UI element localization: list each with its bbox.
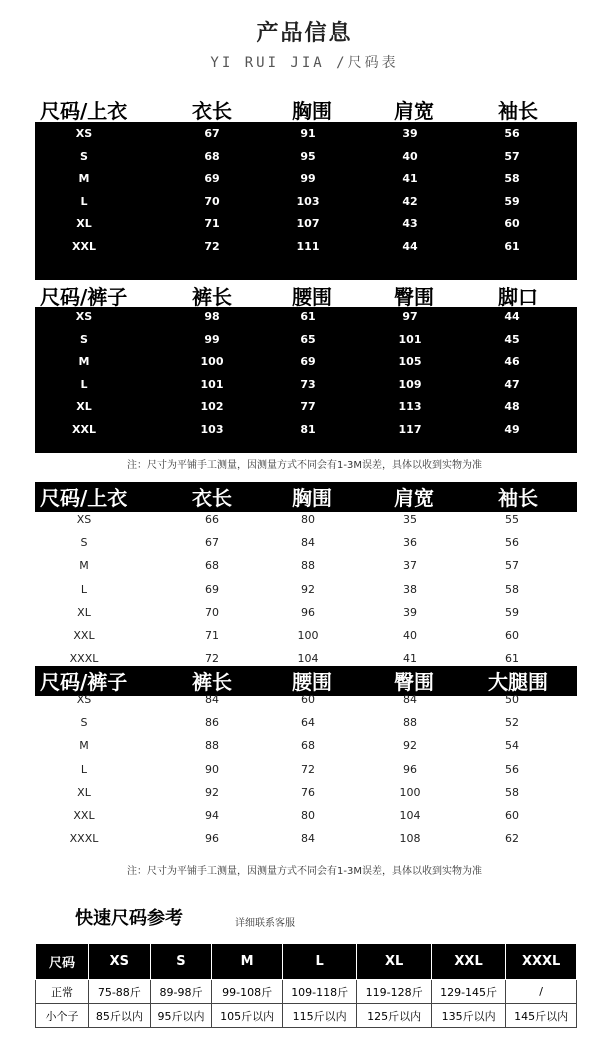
table-cell: 109 — [398, 377, 422, 391]
table-cell: 56 — [505, 536, 519, 550]
table-cell: 81 — [300, 423, 316, 436]
table-column-header: 腰围 — [292, 669, 332, 694]
table-cell: 96 — [301, 605, 315, 619]
table-cell: 60 — [505, 629, 519, 642]
table-cell: 68 — [205, 559, 219, 573]
table-column-header: 衣长 — [192, 98, 232, 123]
table-column-header: 肩宽 — [394, 485, 434, 510]
table-cell: 99 — [204, 332, 220, 346]
quick-cell: 85斤以内 — [89, 1004, 151, 1028]
table-cell: 48 — [504, 400, 520, 414]
table-cell: 56 — [505, 762, 519, 776]
table-cell: 59 — [504, 194, 520, 208]
table-cell: 60 — [301, 693, 315, 706]
size-label: L — [80, 762, 88, 776]
table-column-header: 胸围 — [292, 98, 332, 123]
table-cell: 38 — [403, 582, 417, 596]
table-cell: 68 — [301, 739, 315, 753]
table-cell: 102 — [200, 400, 224, 414]
size-label: XXL — [72, 240, 96, 253]
table-column-header: 裤长 — [192, 284, 232, 309]
table-cell: 43 — [402, 217, 418, 231]
table-column-header: 衣长 — [192, 485, 232, 510]
table-cell: 111 — [296, 240, 320, 253]
table-cell: 100 — [297, 629, 319, 642]
quick-cell: 129-145斤 — [431, 980, 505, 1004]
quick-cell: 119-128斤 — [357, 980, 431, 1004]
table-cell: 62 — [505, 832, 519, 846]
quick-cell: 145斤以内 — [506, 1004, 577, 1028]
quick-header-cell: S — [150, 944, 212, 980]
table-cell: 80 — [301, 809, 315, 822]
table-cell: 59 — [505, 605, 519, 619]
table-cell: 58 — [505, 785, 519, 799]
quick-cell: 109-118斤 — [282, 980, 356, 1004]
table-column-header: 尺码/裤子 — [40, 669, 128, 694]
table-column-header: 臀围 — [394, 669, 434, 694]
table-cell: 104 — [297, 652, 319, 666]
table-cell: 72 — [205, 652, 219, 666]
quick-header-cell: 尺码 — [36, 944, 89, 980]
size-label: XL — [77, 785, 91, 799]
table-cell: 77 — [300, 400, 316, 414]
table-column-header: 尺码/上衣 — [40, 485, 128, 510]
table-cell: 58 — [504, 172, 520, 186]
table-cell: 100 — [200, 355, 224, 369]
table-cell: 84 — [403, 693, 417, 706]
table-column-header: 大腿围 — [488, 669, 548, 694]
table-cell: 96 — [403, 762, 417, 776]
table-cell: 44 — [402, 240, 418, 253]
quick-cell: 小个子 — [36, 1004, 89, 1028]
table-cell: 64 — [301, 716, 315, 730]
table-cell: 69 — [204, 172, 220, 186]
table-cell: 60 — [504, 217, 520, 231]
table-cell: 36 — [403, 536, 417, 550]
size-label: S — [80, 536, 88, 550]
table-cell: 117 — [398, 423, 422, 436]
table-cell: 88 — [301, 559, 315, 573]
table-cell: 71 — [204, 217, 220, 231]
quick-header-cell: XS — [89, 944, 151, 980]
size-label: S — [80, 149, 88, 163]
quick-header-cell: XXL — [431, 944, 505, 980]
size-label: L — [80, 194, 88, 208]
table-cell: 67 — [205, 536, 219, 550]
table-cell: 103 — [296, 194, 320, 208]
table-cell: 84 — [301, 536, 315, 550]
quick-size-title: 快速尺码参考 — [75, 908, 183, 929]
table-column-header: 臀围 — [394, 284, 434, 309]
table-cell: 39 — [402, 127, 418, 140]
table-column-header: 袖长 — [498, 98, 538, 123]
size-label: XL — [76, 217, 92, 231]
table-cell: 56 — [504, 127, 520, 140]
quick-header-cell: M — [212, 944, 283, 980]
table-cell: 35 — [403, 513, 417, 526]
table-cell: 65 — [300, 332, 316, 346]
size-label: XS — [75, 310, 93, 323]
table-cell: 96 — [205, 832, 219, 846]
table-cell: 72 — [204, 240, 220, 253]
table-cell: 100 — [399, 785, 421, 799]
table-cell: 49 — [504, 423, 520, 436]
table-cell: 39 — [403, 605, 417, 619]
table-cell: 69 — [300, 355, 316, 369]
table-cell: 57 — [504, 149, 520, 163]
table-cell: 84 — [205, 693, 219, 706]
size-label: L — [80, 582, 88, 596]
table-cell: 90 — [205, 762, 219, 776]
table-cell: 50 — [505, 693, 519, 706]
table-cell: 70 — [205, 605, 219, 619]
table-cell: 108 — [399, 832, 421, 846]
table-cell: 98 — [204, 310, 220, 323]
table-column-header: 袖长 — [498, 485, 538, 510]
size-label: XXL — [73, 809, 95, 822]
table-cell: 95 — [300, 149, 316, 163]
table-cell: 70 — [204, 194, 220, 208]
table-cell: 52 — [505, 716, 519, 730]
quick-header-cell: XL — [357, 944, 431, 980]
quick-cell: 135斤以内 — [431, 1004, 505, 1028]
table-cell: 91 — [300, 127, 316, 140]
table-cell: 88 — [205, 739, 219, 753]
quick-size-table — [35, 943, 577, 1028]
size-label: S — [80, 716, 88, 730]
table-cell: 68 — [204, 149, 220, 163]
quick-row-petite — [36, 1004, 577, 1028]
quick-size-subtitle: 详细联系客服 — [235, 918, 295, 929]
size-label: M — [78, 172, 90, 186]
table-cell: 40 — [402, 149, 418, 163]
size-label: XS — [75, 127, 93, 140]
size-label: XS — [76, 513, 92, 526]
table-cell: 61 — [300, 310, 316, 323]
table-cell: 97 — [402, 310, 418, 323]
table-cell: 45 — [504, 332, 520, 346]
table-cell: 61 — [504, 240, 520, 253]
quick-cell: 115斤以内 — [282, 1004, 356, 1028]
table-column-header: 胸围 — [292, 485, 332, 510]
table-cell: 61 — [505, 652, 519, 666]
quick-cell: 99-108斤 — [212, 980, 283, 1004]
table-cell: 42 — [402, 194, 418, 208]
table-cell: 57 — [505, 559, 519, 573]
quick-header-cell: L — [282, 944, 356, 980]
table-cell: 41 — [403, 652, 417, 666]
size-label: M — [79, 739, 89, 753]
table-cell: 84 — [301, 832, 315, 846]
table-column-header: 裤长 — [192, 669, 232, 694]
size-label: XXXL — [69, 652, 99, 666]
page-subtitle: YI RUI JIA /尺码表 — [210, 55, 399, 71]
table-cell: 105 — [398, 355, 422, 369]
table-cell: 72 — [301, 762, 315, 776]
table-cell: 37 — [403, 559, 417, 573]
size-label: XL — [76, 400, 92, 414]
quick-header-row — [36, 944, 577, 980]
table-cell: 47 — [504, 377, 520, 391]
table-cell: 101 — [398, 332, 422, 346]
table-cell: 107 — [296, 217, 320, 231]
table-cell: 94 — [205, 809, 219, 822]
table-cell: 55 — [505, 513, 519, 526]
table-cell: 92 — [301, 582, 315, 596]
quick-cell: 75-88斤 — [89, 980, 151, 1004]
table-cell: 76 — [301, 785, 315, 799]
table-column-header: 肩宽 — [394, 98, 434, 123]
size-label: M — [78, 355, 90, 369]
table-cell: 44 — [504, 310, 520, 323]
table-cell: 101 — [200, 377, 224, 391]
table-cell: 88 — [403, 716, 417, 730]
table-column-header: 尺码/上衣 — [40, 98, 128, 123]
quick-cell: 125斤以内 — [357, 1004, 431, 1028]
quick-cell: 89-98斤 — [150, 980, 212, 1004]
table-cell: 73 — [300, 377, 316, 391]
table-column-header: 尺码/裤子 — [40, 284, 128, 309]
quick-row-normal — [36, 980, 577, 1004]
table-cell: 92 — [205, 785, 219, 799]
quick-cell: / — [506, 980, 577, 1004]
table-cell: 60 — [505, 809, 519, 822]
size-label: S — [80, 332, 88, 346]
table-cell: 71 — [205, 629, 219, 642]
table-cell: 99 — [300, 172, 316, 186]
table-cell: 92 — [403, 739, 417, 753]
table-column-header: 脚口 — [498, 284, 538, 309]
size-label: XL — [77, 605, 91, 619]
size-label: XXL — [72, 423, 96, 436]
size-label: XS — [76, 693, 92, 706]
table-cell: 86 — [205, 716, 219, 730]
table-column-header: 腰围 — [292, 284, 332, 309]
table-cell: 66 — [205, 513, 219, 526]
page-title: 产品信息 — [256, 21, 353, 46]
size-label: XXL — [73, 629, 95, 642]
table-cell: 80 — [301, 513, 315, 526]
table-cell: 104 — [399, 809, 421, 822]
quick-cell: 正常 — [36, 980, 89, 1004]
table-cell: 54 — [505, 739, 519, 753]
quick-header-cell: XXXL — [506, 944, 577, 980]
table-cell: 40 — [403, 629, 417, 642]
table-cell: 103 — [200, 423, 224, 436]
table-cell: 58 — [505, 582, 519, 596]
table-cell: 67 — [204, 127, 220, 140]
table-cell: 41 — [402, 172, 418, 186]
size-label: XXXL — [69, 832, 99, 846]
measurement-note-2: 注：尺寸为平铺手工测量，因测量方式不同会有1-3M误差，具体以收到实物为准 — [127, 866, 482, 877]
table-cell: 46 — [504, 355, 520, 369]
quick-cell: 105斤以内 — [212, 1004, 283, 1028]
measurement-note-1: 注：尺寸为平铺手工测量，因测量方式不同会有1-3M误差，具体以收到实物为准 — [127, 460, 482, 471]
size-label: L — [80, 377, 88, 391]
size-label: M — [79, 559, 89, 573]
quick-cell: 95斤以内 — [150, 1004, 212, 1028]
table-cell: 69 — [205, 582, 219, 596]
table-cell: 113 — [398, 400, 422, 414]
